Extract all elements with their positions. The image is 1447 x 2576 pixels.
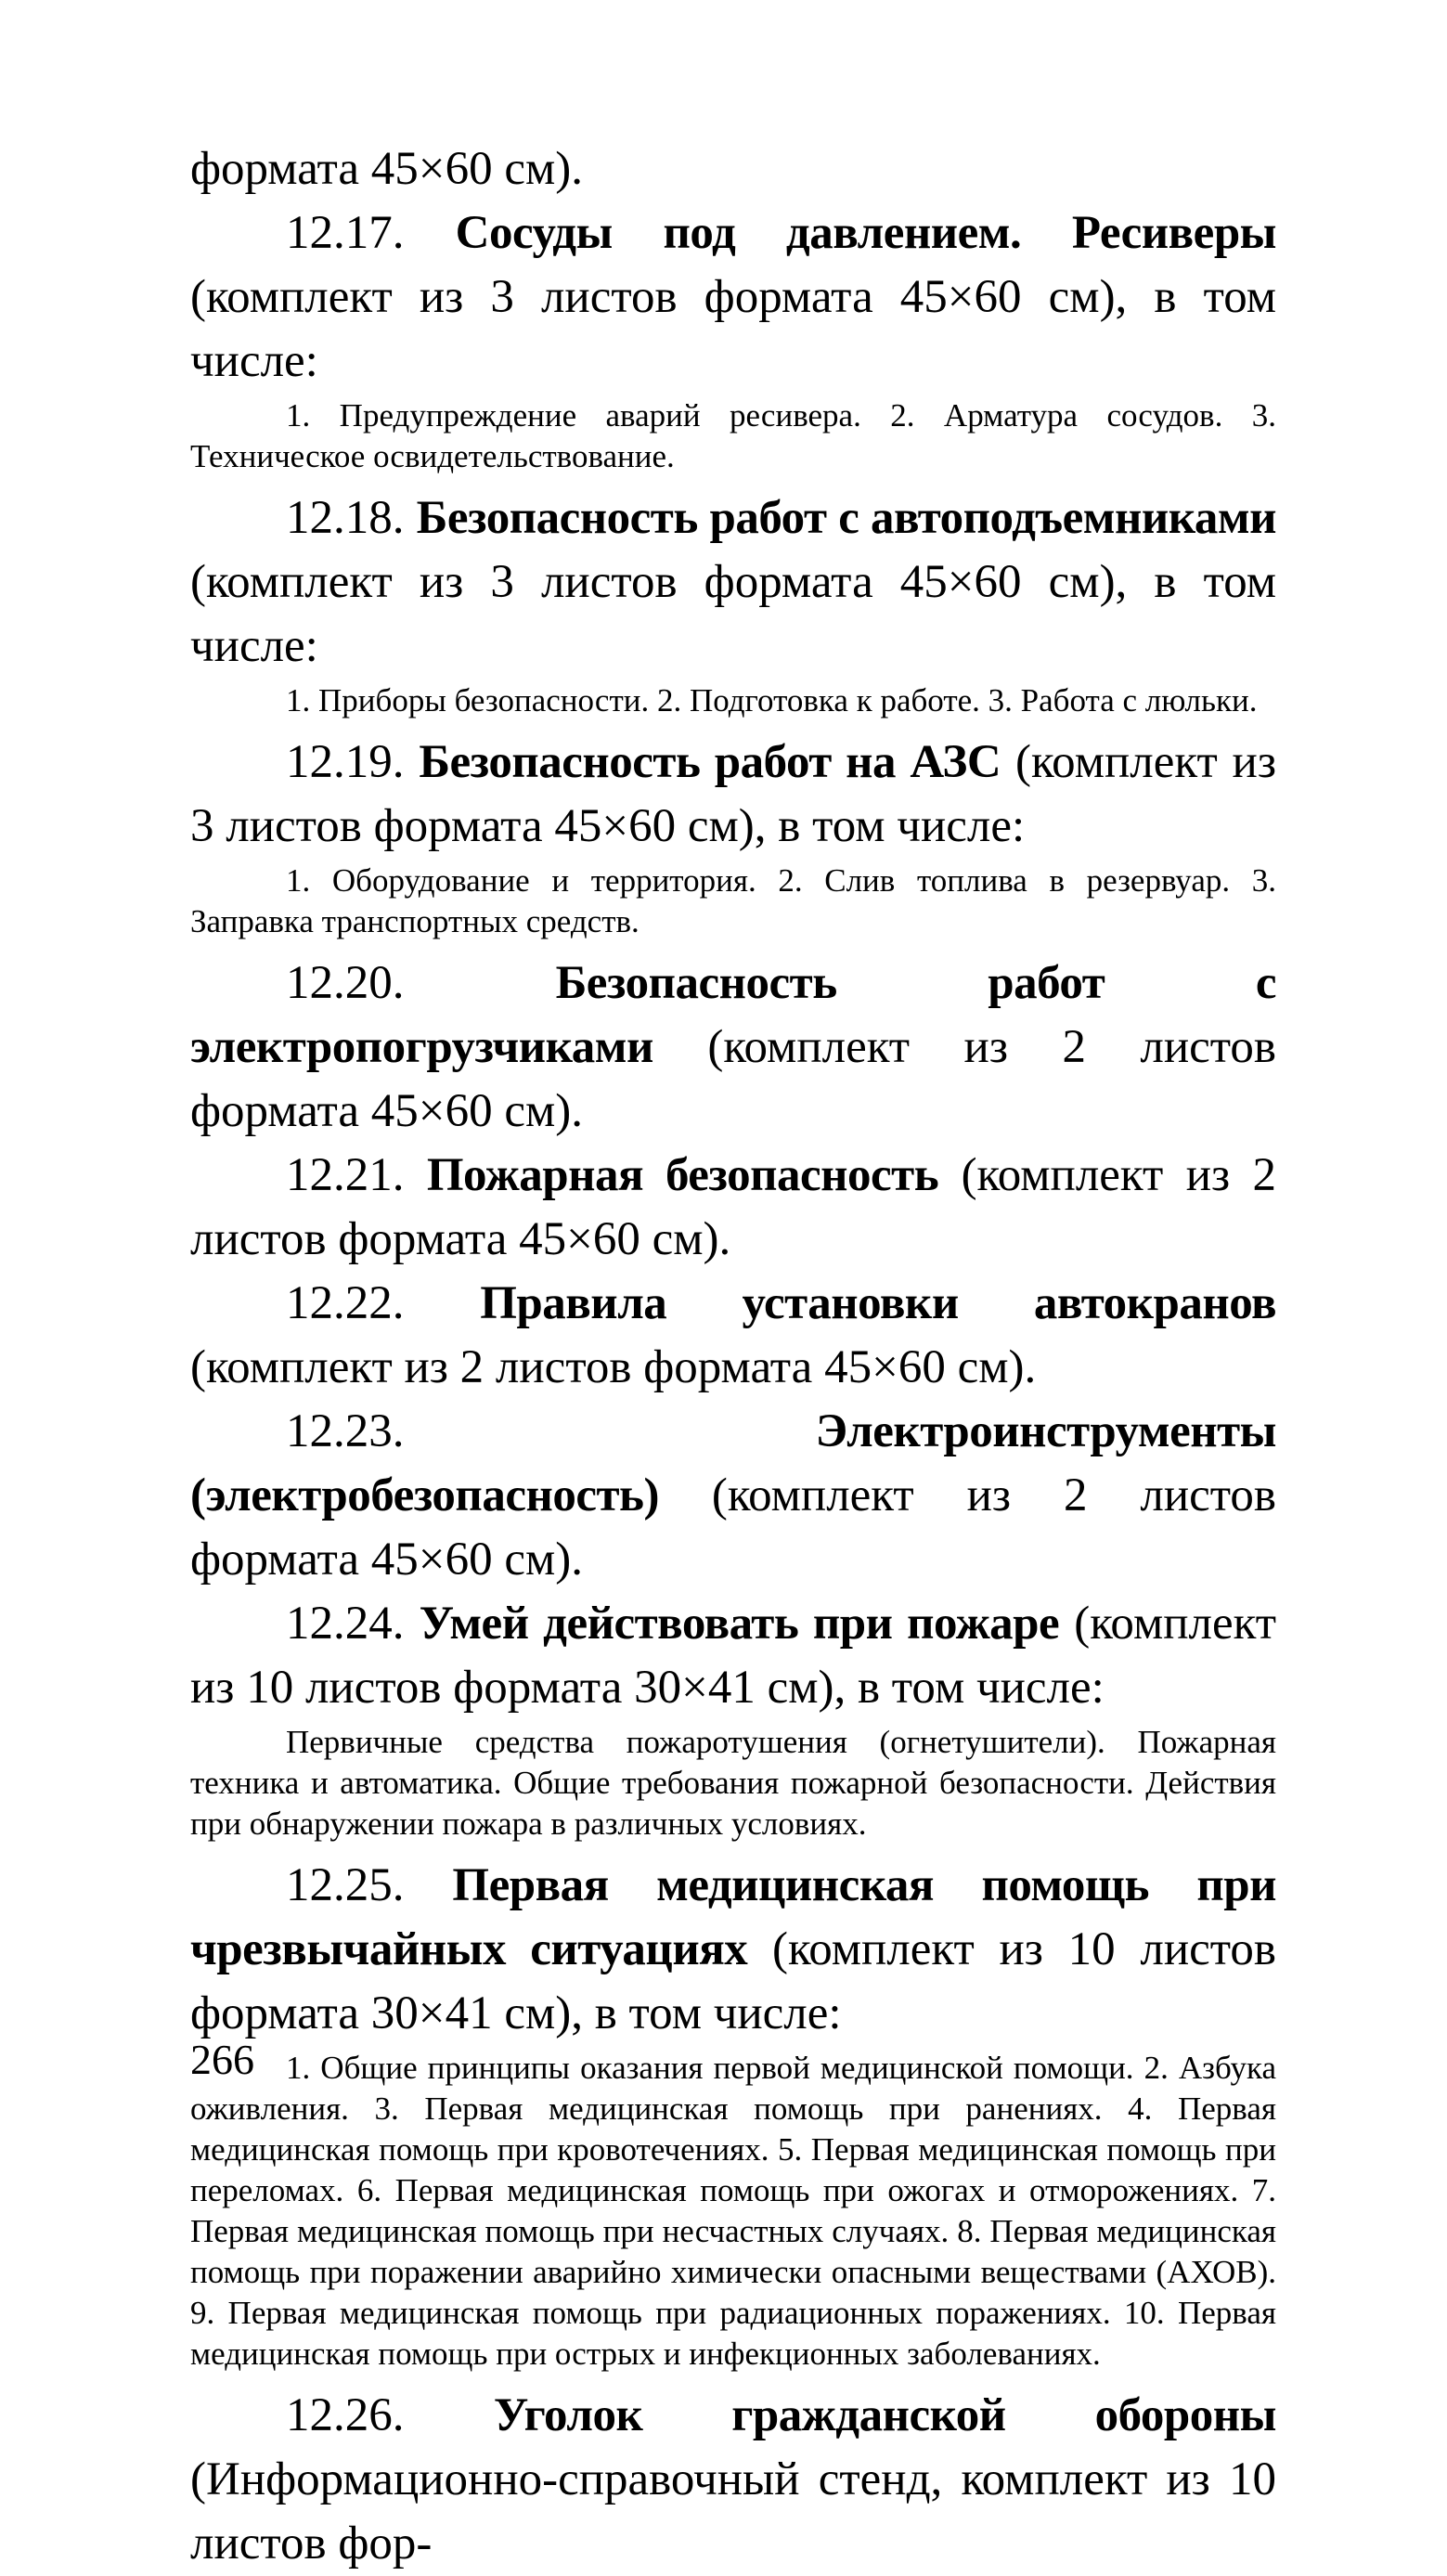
page-content	[190, 137, 1276, 2576]
item-12-17-details: 1. Предупреждение аварий ресивера. 2. Арматура сосудов. 3. Техническое освидетельствование.	[190, 397, 1276, 474]
item-title: Безопасность работ с электропогрузчиками	[190, 957, 1276, 1073]
item-number: 12.17.	[286, 207, 405, 259]
item-text: (комплект из 2 листов формата 45×60 см).	[190, 1341, 1037, 1393]
item-number: 12.24.	[286, 1598, 405, 1650]
item-text: (комплект из 10 листов формата 30×41 см), в том числе:	[190, 1598, 1276, 1714]
item-text: (комплект из 3 листов формата 45×60 см), в том числе:	[190, 556, 1276, 672]
item-text: (комплект из 2 листов формата 45×60 см).	[190, 1021, 1276, 1137]
item-number: 12.25.	[286, 1859, 405, 1911]
lead-text: формата 45×60 см).	[190, 143, 583, 195]
item-number: 12.18.	[286, 492, 405, 544]
item-12-26	[190, 2384, 1276, 2576]
item-12-19	[190, 731, 1276, 859]
item-12-19-details: 1. Оборудование и территория. 2. Слив топлива в резервуар. 3. Заправка транспортных средств.	[190, 862, 1276, 939]
item-12-25	[190, 1854, 1276, 2046]
item-12-24-details: Первичные средства пожаротушения (огнетушители). Пожарная техника и автоматика. Общие требования пожарной безопасности. Действия при обнаружении пожара в различных условиях.	[190, 1724, 1276, 1842]
item-number: 12.21.	[286, 1149, 405, 1201]
page-number: 266	[190, 2036, 254, 2083]
item-title: Умей действовать при пожаре	[419, 1598, 1060, 1650]
item-12-18	[190, 486, 1276, 679]
item-title: Электроинструменты (электробезопасность)	[190, 1405, 1276, 1521]
item-text: (комплект из 10 листов формата 30×41 см), в том числе:	[190, 1923, 1276, 2039]
item-title: Первая медицинская помощь при чрезвычайных ситуациях	[190, 1859, 1276, 1975]
item-number: 12.26.	[286, 2389, 405, 2441]
item-text: (комплект из 2 листов формата 45×60 см).	[190, 1469, 1276, 1586]
item-12-22	[190, 1272, 1276, 1400]
item-12-18-details: 1. Приборы безопасности. 2. Подготовка к работе. 3. Работа с люльки.	[286, 682, 1258, 718]
item-title: Сосуды под давлением. Ресиверы	[455, 207, 1276, 259]
item-text: (комплект из 3 листов формата 45×60 см), в том числе:	[190, 736, 1276, 852]
item-number: 12.23.	[286, 1405, 405, 1457]
item-title: Правила установки автокранов	[480, 1277, 1276, 1329]
item-12-24	[190, 1592, 1276, 1720]
item-12-23	[190, 1400, 1276, 1592]
item-12-17	[190, 201, 1276, 394]
item-title: Уголок гражданской обороны	[493, 2389, 1276, 2441]
item-number: 12.22.	[286, 1277, 405, 1329]
item-number: 12.20.	[286, 957, 405, 1009]
item-number: 12.19.	[286, 736, 405, 788]
item-12-25-details: 1. Общие принципы оказания первой медицинской помощи. 2. Азбука оживления. 3. Первая медицинская помощь при ранениях. 4. Первая медицинская помощь при кровотечениях. 5. Первая медицинская помощь при переломах. 6. Первая медицинская помощь при ожогах и отморожениях. 7. Первая медицинская помощь при несчастных случаях. 8. Первая медицинская помощь при поражении аварийно химически опасными веществами (АХОВ). 9. Первая медицинская помощь при радиационных поражениях. 10. Первая медицинская помощь при острых и инфекционных заболеваниях.	[190, 2050, 1276, 2372]
item-12-21	[190, 1144, 1276, 1272]
item-title: Пожарная безопасность	[426, 1149, 939, 1201]
item-title: Безопасность работ на АЗС	[419, 736, 1001, 788]
item-text: (комплект из 2 листов формата 45×60 см).	[190, 1149, 1277, 1265]
item-text: (комплект из 3 листов формата 45×60 см), в том числе:	[190, 271, 1276, 387]
item-text: (Информационно-справочный стенд, комплект из 10 листов фор-	[190, 2453, 1276, 2570]
item-title: Безопасность работ с автоподъемниками	[416, 492, 1276, 544]
item-12-20	[190, 951, 1276, 1144]
